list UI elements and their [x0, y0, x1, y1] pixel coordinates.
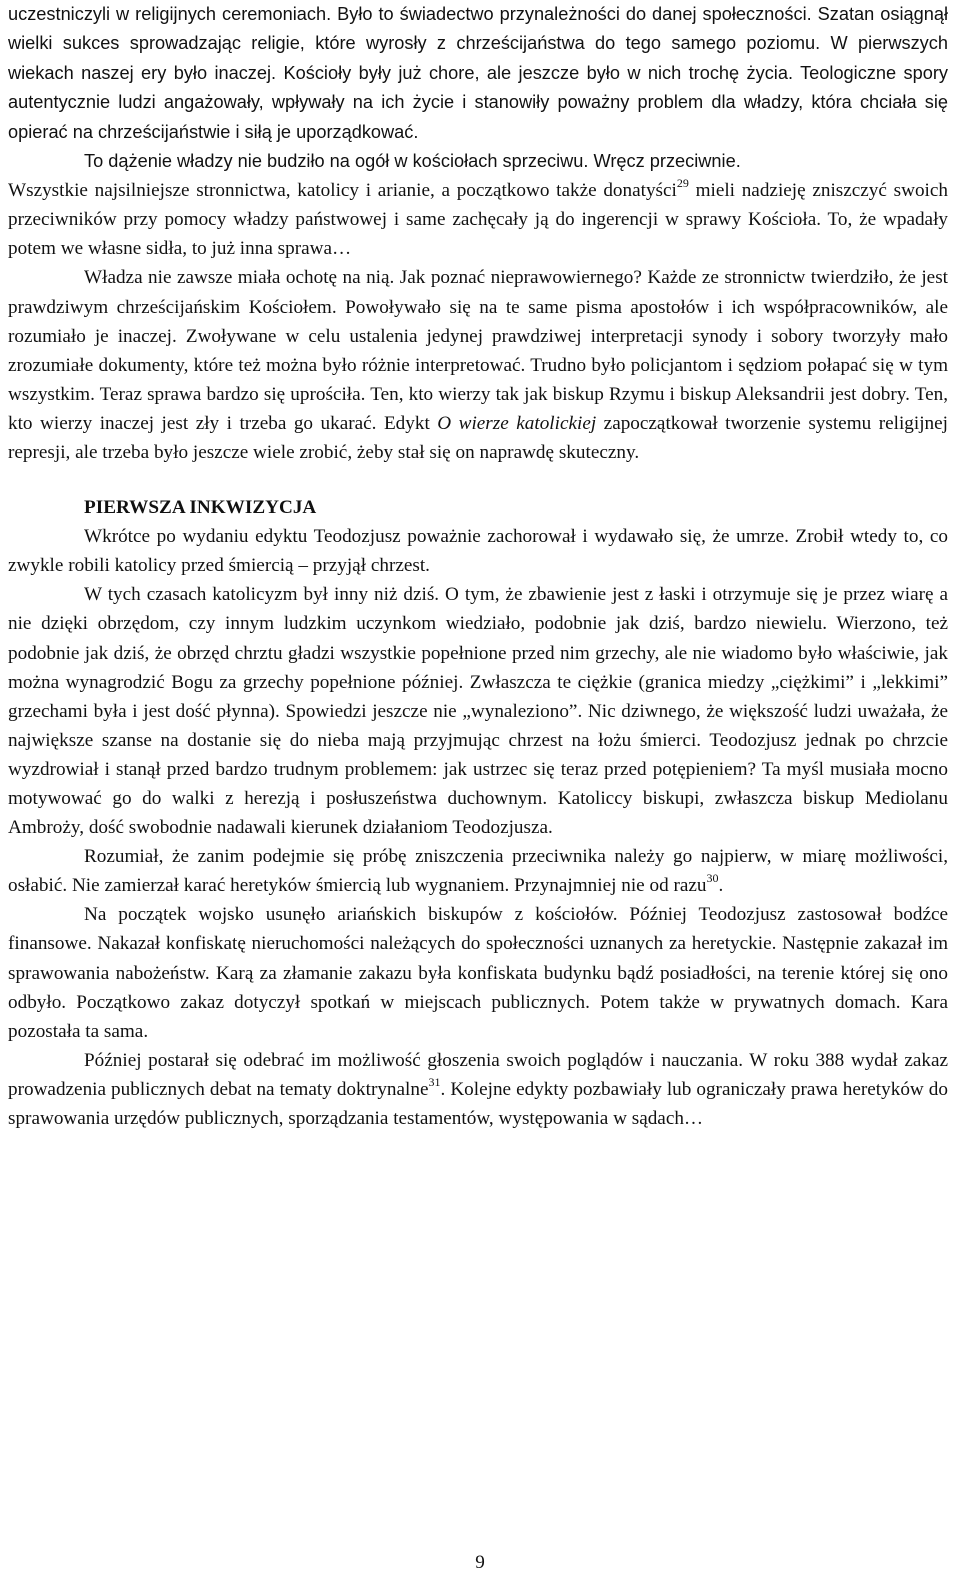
- footnote-ref-29: 29: [676, 175, 689, 190]
- paragraph-6: [8, 842, 948, 900]
- paragraph-6-end: .: [718, 875, 724, 897]
- footnote-ref-30: 30: [706, 870, 719, 885]
- paragraph-3: [8, 263, 948, 467]
- paragraph-2-line-1: To dążenie władzy nie budziło na ogół w kościołach sprzeciwu. Wręcz przeciwnie.: [84, 151, 741, 172]
- section-heading: PIERWSZA INKWIZYCJA: [84, 497, 317, 519]
- footnote-ref-31: 31: [428, 1074, 441, 1089]
- paragraph-8-text: Później postarał się odebrać im możliwość głoszenia swoich poglądów i nauczania. W roku 388 wydał zakaz prowadzenia publicznych debat na tematy doktrynalne: [8, 1049, 948, 1100]
- paragraph-3-text-cont: zapoczątkował tworzenie systemu religijnej represji, ale trzeba było jeszcze wiele zrobić, żeby stał się on naprawdę skuteczny.: [8, 412, 948, 463]
- paragraph-4: Wkrótce po wydaniu edyktu Teodozjusz poważnie zachorował i wydawało się, że umrze. Zrobił wtedy to, co zwykle robili katolicy przed śmiercią – przyjął chrzest.: [8, 526, 948, 577]
- paragraph-2-text: Wszystkie najsilniejsze stronnictwa, katolicy i arianie, a początkowo także donatyści: [8, 180, 677, 202]
- paragraph-3-text: Władza nie zawsze miała ochotę na nią. Jak poznać nieprawowiernego? Każde ze stronnictw twierdziło, że jest prawdziwym chrześcijańskim Kościołem. Powoływało się na te same pisma apostołów i ich współpracowników, ale rozumiało je inaczej. Zwoływane w celu ustalenia jedynej prawdziwej interpretacji synody i sobory tworzyły mało zrozumiałe dokumenty, które też można było różnie interpretować. Trudno było policjantom i sędziom połapać się w tym wszystkim. Teraz sprawa bardzo się uprościła. Ten, kto wierzy tak jak biskup Rzymu i biskup Aleksandrii jest dobry. Ten, kto wierzy inaczej jest zły i trzeba go ukarać. Edykt: [8, 267, 948, 434]
- paragraph-1: uczestniczyli w religijnych ceremoniach. Było to świadectwo przynależności do danej społeczności. Szatan osiągnął wielki sukces sprowadzając religie, które wyrosły z chrześcijaństwa do tego samego poziomu. W pierwszych wiekach naszej ery było inaczej. Kościoły były już chore, ale jeszcze było w nich trochę życia. Teologiczne spory autentycznie ludzi angażowały, wpływały na ich życie i stanowiły poważny problem dla władzy, która chciała się opierać na chrześcijaństwie i siłą je uporządkować.: [8, 4, 948, 142]
- paragraph-8-end: . Kolejne edykty pozbawiały lub ograniczały prawa heretyków do sprawowania urzędów publicznych, sporządzania testamentów, występowania w sądach…: [8, 1078, 948, 1130]
- page-number: 9: [475, 1552, 485, 1573]
- paragraph-5: W tych czasach katolicyzm był inny niż dziś. O tym, że zbawienie jest z łaski i otrzymuje się je przez wiarę a nie dzięki obrzędom, czy innym ludzkim uczynkom wiedziało, podobnie jak dziś, bardzo niewielu. Wierzono, też podobnie jak dziś, że obrzęd chrztu gładzi wszystkie popełnione przed nim grzechy, ale nie wiadomo było właściwie, jak można wynagrodzić Bogu za grzechy popełnione później. Zwłaszcza te ciężkie (granica miedzy „ciężkimi” i „lekkimi” grzechami była i jest dość płynna). Spowiedzi jeszcze nie „wynaleziono”. Nic dziwnego, że większość ludzi uważała, że największe szanse na dostanie się do nieba mają przyjmując chrzest na łożu śmierci. Teodozjusz jednak po chrzcie wyzdrowiał i stanął przed bardzo trudnym problemem: jak ustrzec się teraz przed potępieniem? Ta myśl musiała mocno motywować go do walki z herezją i posłuszeństwa duchownym. Katoliccy biskupi, zwłaszcza biskup Mediolanu Ambroży, dość swobodnie nadawali kierunek działaniom Teodozjusza.: [8, 584, 948, 839]
- edict-title: O wierze katolickiej: [437, 412, 597, 434]
- paragraph-8: [8, 1046, 948, 1133]
- paragraph-6-text: Rozumiał, że zanim podejmie się próbę zniszczenia przeciwnika należy go najpierw, w miarę możliwości, osłabić. Nie zamierzał karać heretyków śmiercią lub wygnaniem. Przynajmniej nie od razu: [8, 846, 948, 897]
- paragraph-2: [8, 176, 948, 263]
- paragraph-2-text-cont: mieli nadzieję zniszczyć swoich przeciwników przy pomocy władzy państwowej i same zachęcały ją do ingerencji w sprawy Kościoła. To, że wpadały potem we własne sidła, to już inna sprawa…: [8, 180, 948, 260]
- paragraph-7: Na początek wojsko usunęło ariańskich biskupów z kościołów. Później Teodozjusz zastosował bodźce finansowe. Nakazał konfiskatę nieruchomości należących do społeczności uznanych za heretyckie. Następnie zakazał im sprawowania nabożeństw. Karą za złamanie zakazu była konfiskata budynku bądź posiadłości, na terenie której się ono odbyło. Początkowo zakaz dotyczył spotkań w miejscach publicznych. Potem także w prywatnych domach. Kara pozostała ta sama.: [8, 904, 948, 1042]
